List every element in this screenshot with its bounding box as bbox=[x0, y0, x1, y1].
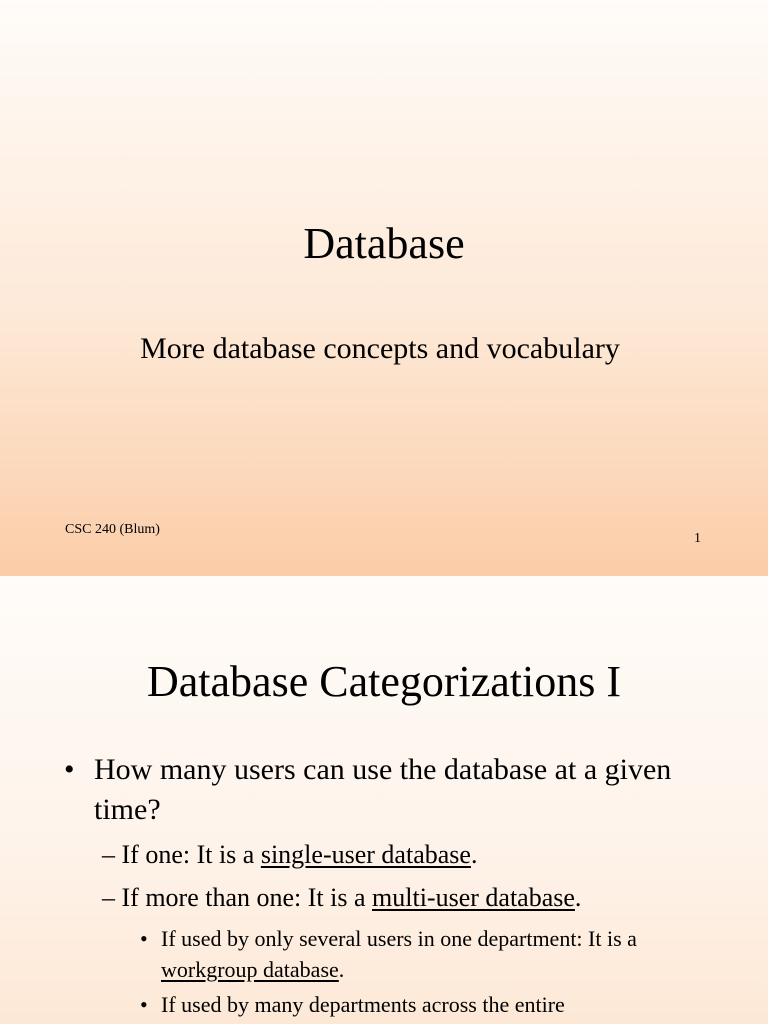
sub-bullet-suffix: . bbox=[574, 883, 582, 912]
dash-marker: – bbox=[102, 883, 115, 912]
page-number: 1 bbox=[694, 531, 701, 546]
term-multi-user-database: multi-user database bbox=[372, 883, 575, 912]
bullet-marker: • bbox=[140, 926, 148, 951]
sub-bullet-item bbox=[102, 838, 722, 872]
sub-sub-bullet-text: If used by many departments across the entire bbox=[161, 992, 565, 1017]
slide-footer: CSC 240 (Blum) bbox=[65, 522, 160, 537]
sub-sub-bullet-suffix: . bbox=[338, 957, 345, 982]
slide-subtitle: More database concepts and vocabulary bbox=[140, 332, 620, 365]
dash-marker: – bbox=[102, 840, 115, 869]
sub-sub-bullet-prefix: If used by only several users in one department: It is a bbox=[161, 926, 637, 951]
sub-bullet-item bbox=[102, 881, 722, 915]
bullet-marker: • bbox=[64, 753, 75, 786]
slide-title: Database bbox=[303, 219, 465, 268]
sub-sub-bullet-item bbox=[140, 923, 710, 985]
sub-sub-bullet-item bbox=[140, 989, 710, 1020]
sub-bullet-prefix: If one: It is a bbox=[121, 840, 261, 869]
sub-bullet-prefix: If more than one: It is a bbox=[121, 883, 373, 912]
bullet-marker: • bbox=[140, 992, 148, 1017]
sub-bullet-suffix: . bbox=[470, 840, 478, 869]
slide-title: Database Categorizations I bbox=[146, 657, 622, 706]
bullet-item bbox=[64, 750, 704, 830]
slide-2 bbox=[0, 576, 768, 1024]
term-single-user-database: single-user database bbox=[260, 840, 471, 869]
bullet-text: How many users can use the database at a given time? bbox=[94, 753, 672, 826]
term-workgroup-database: workgroup database bbox=[161, 957, 339, 982]
